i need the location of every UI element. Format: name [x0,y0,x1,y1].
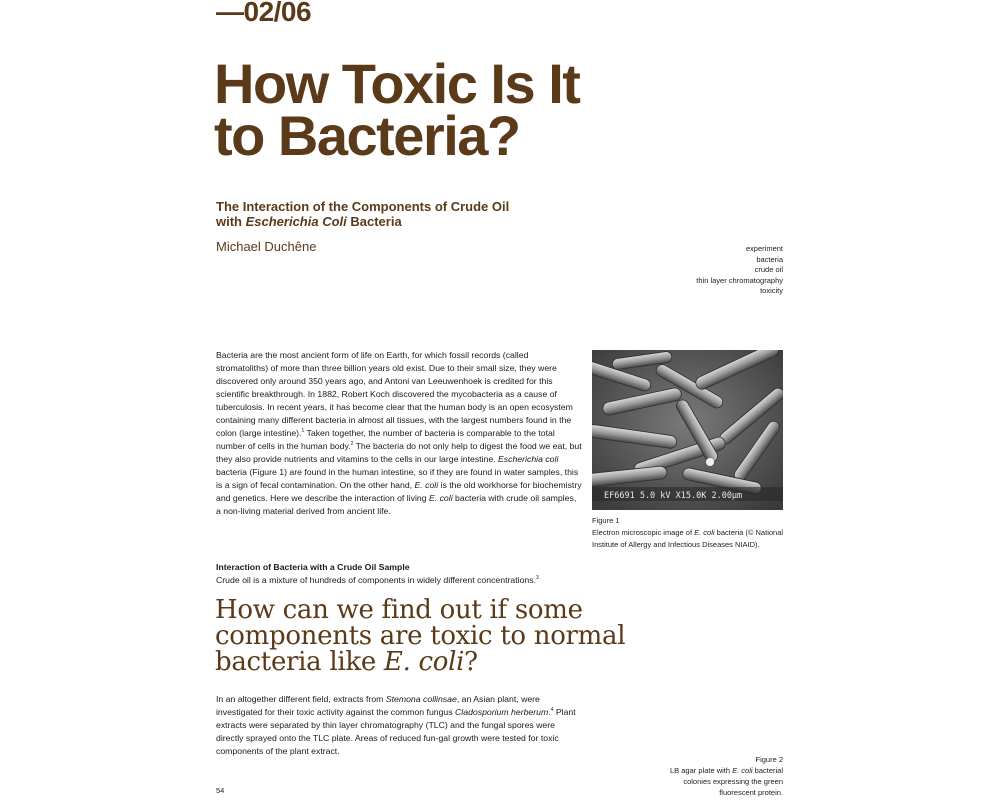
species-name: E. coli [694,528,715,537]
pull-quote-end: ? [464,647,478,677]
micrograph-scale-text: EF6691 5.0 kV X15.0K 2.00µm [604,491,743,501]
figure1-micrograph [592,350,783,510]
second-text: In an altogether different field, extracts from [216,694,386,704]
intro-text: Taken together, the number of bacteria is comparable to the total number of cells in the human body. [216,428,555,451]
subtitle-species: Escherichia Coli [245,214,347,229]
subtitle-prefix: with [216,214,246,229]
second-text: . [548,707,551,717]
keyword: toxicity [760,286,783,295]
article-title [214,52,734,167]
keyword: crude oil [754,265,783,274]
intro-paragraph [216,349,582,518]
intro-text: The bacteria do not only help to digest the food we eat, but they also provide nutrients and vitamins to the cells in our large intestine. [216,441,582,464]
section-text: Crude oil is a mixture of hundreds of components in widely different concentrations. [216,575,536,585]
pull-quote [215,597,685,675]
species-name: E. coli [732,766,753,775]
intro-text: Bacteria are the most ancient form of life on Earth, for which fossil records (called stromatoliths) of more than three billion years old exist. Due to their small size, they were discovered only around 350 years ago, and Antoni van Leeuwenhoek is credited for this scientific breakthrough. In 1882, Robert Koch discovered the mycobacteria as a cause of tuberculosis. In recent years, it has become clear that the human body is an open ecosystem containing many different bacteria in almost all tissues, with the largest numbers found in the colon (large intestine). [216,350,573,438]
footnote-ref: 2 [350,441,354,447]
species-name: E. coli [428,493,453,503]
intro-text: is the old workhorse for biochemistry and genetics. Here we describe the interaction of living [216,480,582,503]
caption-text: fluorescent protein. [719,788,783,797]
bacteria-micrograph-illustration [592,350,783,510]
pull-quote-text: How can we find out if some components are toxic to normal bacteria like [215,595,626,677]
figure1-label: Figure 1 [592,516,620,525]
intro-text: bacteria with crude oil samples, a non-living material derived from ancient life. [216,493,577,516]
figure2-caption [670,754,783,798]
caption-text: colonies expressing the green [683,777,783,786]
second-paragraph [216,693,582,758]
chapter-number: —02/06 [216,0,312,27]
footnote-ref: 1 [301,428,305,434]
caption-text: Electron microscopic image of [592,528,695,537]
subtitle-line-1: The Interaction of the Components of Crude Oil [216,199,510,214]
figure1-caption [592,515,787,551]
second-text: , an Asian plant, were investigated for their toxic activity against the common fungus [216,694,540,717]
species-name: Escherichia coli [498,454,559,464]
caption-text: bacterial [752,766,783,775]
title-line-2: to Bacteria? [214,104,520,167]
section-heading: Interaction of Bacteria with a Crude Oil Sample [216,562,410,572]
species-name: Cladosporium herberum [455,707,549,717]
species-name: Stemona collinsae [385,694,457,704]
intro-text: bacteria (Figure 1) are found in the human intestine, so if they are found in water samples, this is a sign of fecal contamination. On the other hand, [216,467,579,490]
subtitle-suffix: Bacteria [346,214,402,229]
figure2-label: Figure 2 [755,755,783,764]
caption-text: bacteria (© National Institute of Allergy and Infectious Diseases NIAID). [592,528,784,549]
footnote-ref: 3 [536,575,539,581]
keyword: bacteria [756,254,783,264]
keywords-list [696,244,783,297]
species-name: E. coli [414,480,439,490]
title-line-1: How Toxic Is It [214,52,580,115]
second-text: Plant extracts were separated by thin layer chromatography (TLC) and the fungal spores were directly sprayed onto the TLC plate. Areas of reduced fun-gal growth were tested for toxic components of the plant extract. [216,707,576,756]
author-name: Michael Duchêne [216,239,317,254]
footnote-ref: 4 [550,707,554,713]
article-subtitle [216,199,616,229]
pull-quote-species: E. coli [383,647,465,677]
caption-text: LB agar plate with [670,766,733,775]
keyword: experiment [745,244,783,253]
page-number: 54 [216,786,225,795]
section-paragraph [216,574,582,587]
keyword: thin layer chromatography [696,275,783,285]
